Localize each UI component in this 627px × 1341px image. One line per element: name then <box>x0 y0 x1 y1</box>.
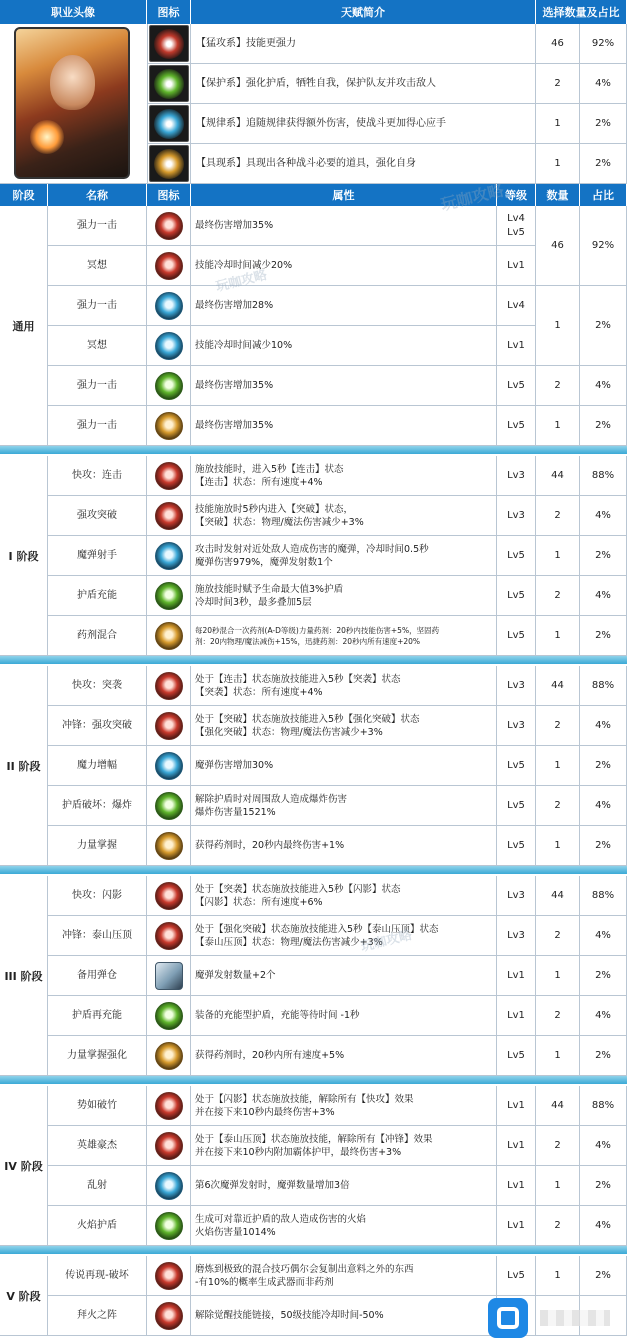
icon-cell <box>147 746 191 786</box>
skill-count: 1 <box>536 536 580 576</box>
skill-count: 2 <box>536 1206 580 1246</box>
skill-name: 药剂混合 <box>48 616 147 656</box>
skill-level: Lv4 Lv5 <box>497 206 536 246</box>
skill-name: 护盾再充能 <box>48 996 147 1036</box>
skill-level: Lv1 <box>497 1086 536 1126</box>
skill-name: 快攻：闪影 <box>48 876 147 916</box>
header-level: 等级 <box>497 184 535 206</box>
attr-line: 处于【连击】状态施放技能进入5秒【突袭】状态 <box>195 673 401 685</box>
strike-icon <box>155 372 183 400</box>
icon-cell <box>147 826 191 866</box>
icon-cell <box>147 246 191 286</box>
icon-cell <box>147 366 191 406</box>
attr-line: 解除护盾时对周围敌人造成爆炸伤害 <box>195 793 348 805</box>
skill-pct: 4% <box>580 996 627 1036</box>
skill-level: Lv5 <box>497 536 536 576</box>
skill-name: 冲锋：泰山压顶 <box>48 916 147 956</box>
header-avatar: 职业头像 <box>0 0 146 24</box>
break-icon <box>155 502 183 530</box>
skill-level: Lv3 <box>497 666 536 706</box>
skill-name: 力量掌握强化 <box>48 1036 147 1076</box>
attr-line: 最终伤害增加35% <box>195 220 274 231</box>
skill-attr <box>191 666 497 706</box>
talent-desc: 【猛攻系】技能更强力 <box>191 24 536 64</box>
talent-pct: 2% <box>580 104 627 144</box>
attr-line: 冷却时间3秒，最多叠加5层 <box>195 596 312 608</box>
talent-pct: 4% <box>580 64 627 104</box>
skill-count: 2 <box>536 1126 580 1166</box>
skill-pct: 88% <box>580 456 627 496</box>
skill-pct: 88% <box>580 666 627 706</box>
strike-icon <box>155 212 183 240</box>
skill-count: 1 <box>536 1166 580 1206</box>
attr-line: 磨炼到极致的混合技巧偶尔会复制出意料之外的东西 <box>195 1263 414 1275</box>
skill-name: 冥想 <box>48 246 147 286</box>
icon-cell <box>147 536 191 576</box>
group-pct: 2% <box>580 406 627 446</box>
skill-pct: 2% <box>580 956 627 996</box>
skill-name: 快攻：连击 <box>48 456 147 496</box>
skill-count: 1 <box>536 616 580 656</box>
attr-line: 爆炸伤害量1521% <box>195 806 276 818</box>
ammo-icon <box>155 962 183 990</box>
section-divider <box>0 656 627 664</box>
attr-line: 处于【闪影】状态施放技能，解除所有【快攻】效果 <box>195 1093 414 1105</box>
icon-cell <box>147 1296 191 1336</box>
skill-level: Lv1 <box>497 1206 536 1246</box>
skill-attr <box>191 456 497 496</box>
skill-level: Lv3 <box>497 496 536 536</box>
skill-pct: 2% <box>580 1036 627 1076</box>
stage-label: I 阶段 <box>0 456 48 656</box>
icon-cell <box>147 956 191 996</box>
talent-desc: 【具现系】具现出各种战斗必要的道具，强化自身 <box>191 144 536 184</box>
skill-attr <box>191 996 497 1036</box>
attr-line: 【突袭】状态：所有速度+4% <box>195 686 323 698</box>
skill-pct: 2% <box>580 616 627 656</box>
magic-bullet-icon <box>155 1172 183 1200</box>
skill-name: 强攻突破 <box>48 496 147 536</box>
skill-attr <box>191 1206 497 1246</box>
talent-count: 1 <box>536 144 580 184</box>
icon-cell <box>147 666 191 706</box>
skill-level: Lv3 <box>497 916 536 956</box>
skill-name: 拜火之阵 <box>48 1296 147 1336</box>
skill-level: Lv1 <box>497 1166 536 1206</box>
header-pct: 占比 <box>580 184 626 206</box>
stage-label: II 阶段 <box>0 666 48 866</box>
icon-cell <box>147 286 191 326</box>
attr-line: 并在接下来10秒内最终伤害+3% <box>195 1106 335 1118</box>
header-icon: 图标 <box>147 184 190 206</box>
skill-level: Lv3 <box>497 456 536 496</box>
skill-attr <box>191 1126 497 1166</box>
attr-line: 剂：20内物理/魔法减伤+15%，迅捷药剂：20秒内所有速度+20% <box>195 636 421 646</box>
skill-name: 冥想 <box>48 326 147 366</box>
shield-icon <box>155 582 183 610</box>
skill-count: 2 <box>536 706 580 746</box>
skill-level: Lv5 <box>497 366 536 406</box>
skill-level: Lv3 <box>497 706 536 746</box>
skill-level: Lv1 <box>497 1126 536 1166</box>
attr-line: 【突破】状态：物理/魔法伤害减少+3% <box>195 516 364 528</box>
skill-attr <box>191 536 497 576</box>
attr-line: 技能冷却时间减少20% <box>195 260 293 271</box>
attr-line: 第6次魔弹发射时，魔弹数量增加3倍 <box>195 1180 350 1191</box>
skill-attr <box>191 1086 497 1126</box>
skill-level: Lv5 <box>497 1036 536 1076</box>
group-count: 2 <box>536 366 580 406</box>
skill-pct: 88% <box>580 876 627 916</box>
skill-count: 2 <box>536 576 580 616</box>
skill-name: 乱射 <box>48 1166 147 1206</box>
shield-icon <box>155 1212 183 1240</box>
talent-rage-icon <box>149 25 189 62</box>
header-icon: 图标 <box>147 0 190 24</box>
attr-line: 技能施放时5秒内进入【突破】状态， <box>195 503 354 515</box>
skill-count: 2 <box>536 786 580 826</box>
section-divider <box>0 866 627 874</box>
attr-line: 【连击】状态：所有速度+4% <box>195 476 323 488</box>
skill-attr <box>191 576 497 616</box>
skill-level: Lv5 <box>497 576 536 616</box>
attr-line: 最终伤害增加35% <box>195 380 274 391</box>
skill-pct: 88% <box>580 1086 627 1126</box>
icon-cell <box>147 616 191 656</box>
skill-name: 强力一击 <box>48 406 147 446</box>
skill-pct: 2% <box>580 746 627 786</box>
talent-manifest-icon <box>149 145 189 182</box>
skill-count: 1 <box>536 1256 580 1296</box>
stage-label: III 阶段 <box>0 876 48 1076</box>
attr-line: 处于【泰山压顶】状态施放技能，解除所有【冲锋】效果 <box>195 1133 433 1145</box>
attr-line: 【强化突破】状态：物理/魔法伤害减少+3% <box>195 726 383 738</box>
talent-count: 2 <box>536 64 580 104</box>
skill-attr <box>191 916 497 956</box>
attr-line: 【泰山压顶】状态：物理/魔法伤害减少+3% <box>195 936 383 948</box>
skill-count: 1 <box>536 1036 580 1076</box>
skill-attr <box>191 1256 497 1296</box>
skill-name: 魔弹射手 <box>48 536 147 576</box>
skill-attr <box>191 826 497 866</box>
header-name: 名称 <box>48 184 146 206</box>
skill-attr <box>191 496 497 536</box>
talent-order-icon <box>149 105 189 142</box>
attr-line: 每20秒混合一次药剂(A-D等级)力量药剂：20秒内技能伤害+5%，坚固药 <box>195 625 440 635</box>
icon-cell <box>147 876 191 916</box>
skill-count: 1 <box>536 826 580 866</box>
combo-icon <box>155 462 183 490</box>
watermark: 玩咖攻略 <box>438 180 506 215</box>
icon-cell <box>147 206 191 246</box>
skill-pct: 2% <box>580 1256 627 1296</box>
attr-line: 最终伤害增加35% <box>195 420 274 431</box>
attr-line: 装备的充能型护盾，充能等待时间 -1秒 <box>195 1010 360 1021</box>
skill-name: 英雄豪杰 <box>48 1126 147 1166</box>
skill-count: 1 <box>536 956 580 996</box>
break-icon <box>155 1302 183 1330</box>
header-select: 选择数量及占比 <box>536 0 626 24</box>
icon-cell <box>147 786 191 826</box>
skill-level: Lv5 <box>497 786 536 826</box>
skill-pct: 2% <box>580 826 627 866</box>
skill-pct: 4% <box>580 786 627 826</box>
strike-icon <box>155 292 183 320</box>
icon-cell <box>147 326 191 366</box>
attr-line: 处于【突袭】状态施放技能进入5秒【闪影】状态 <box>195 883 401 895</box>
skill-name: 强力一击 <box>48 286 147 326</box>
skill-attr <box>191 786 497 826</box>
header-talent: 天赋简介 <box>191 0 535 24</box>
stage-label: 通用 <box>0 206 48 446</box>
section-divider <box>0 1076 627 1084</box>
skill-attr <box>191 706 497 746</box>
icon-cell <box>147 406 191 446</box>
attr-line: 施放技能时，进入5秒【连击】状态 <box>195 463 344 475</box>
icon-cell <box>147 1086 191 1126</box>
icon-cell <box>147 1206 191 1246</box>
attr-line: -有10%的概率生成武器而非药剂 <box>195 1276 334 1288</box>
skill-name: 护盾充能 <box>48 576 147 616</box>
meditate-icon <box>155 332 183 360</box>
avatar-fire-orb <box>30 120 64 154</box>
watermark: 玩咖攻略 <box>359 927 414 956</box>
skill-count: 2 <box>536 996 580 1036</box>
skill-level: Lv1 <box>497 246 536 286</box>
skill-name: 备用弹仓 <box>48 956 147 996</box>
header-count: 数量 <box>536 184 579 206</box>
skill-count: 2 <box>536 496 580 536</box>
icon-cell <box>147 1036 191 1076</box>
skill-name: 护盾破坏：爆炸 <box>48 786 147 826</box>
group-pct: 4% <box>580 366 627 406</box>
icon-cell <box>147 1166 191 1206</box>
talent-icon-cell <box>147 64 191 104</box>
header-stage: 阶段 <box>0 184 47 206</box>
skill-attr <box>191 956 497 996</box>
skill-level: Lv5 <box>497 406 536 446</box>
icon-cell <box>147 576 191 616</box>
attr-line: 生成可对靠近护盾的敌人造成伤害的火焰 <box>195 1213 367 1225</box>
skill-name: 传说再现-破坏 <box>48 1256 147 1296</box>
break-icon <box>155 1132 183 1160</box>
skill-level: Lv5 <box>497 746 536 786</box>
group-count: 1 <box>536 286 580 366</box>
attr-line: 技能冷却时间减少10% <box>195 340 293 351</box>
strike-icon <box>155 412 183 440</box>
icon-cell <box>147 1126 191 1166</box>
icon-cell <box>147 916 191 956</box>
icon-cell <box>147 496 191 536</box>
attr-line: 火焰伤害量1014% <box>195 1226 276 1238</box>
skill-name: 冲锋：强攻突破 <box>48 706 147 746</box>
skill-pct: 4% <box>580 1206 627 1246</box>
talent-icon-cell <box>147 24 191 64</box>
skill-attr <box>191 406 497 446</box>
skill-level: Lv5 <box>497 826 536 866</box>
skill-pct: 4% <box>580 1126 627 1166</box>
group-count: 1 <box>536 406 580 446</box>
skill-count: 44 <box>536 876 580 916</box>
attr-line: 并在接下来10秒内附加霸体护甲，最终伤害+3% <box>195 1146 402 1158</box>
talent-guard-icon <box>149 65 189 102</box>
header-attr: 属性 <box>191 184 496 206</box>
magic-bullet-icon <box>155 542 183 570</box>
skill-name: 力量掌握 <box>48 826 147 866</box>
icon-cell <box>147 1256 191 1296</box>
group-count: 46 <box>536 206 580 286</box>
attr-line: 魔弹伤害增加30% <box>195 760 274 771</box>
blurred-text <box>540 1310 610 1326</box>
app-logo-icon <box>488 1298 528 1338</box>
talent-desc: 【规律系】追随规律获得额外伤害，使战斗更加得心应手 <box>191 104 536 144</box>
section-divider <box>0 446 627 454</box>
skill-attr <box>191 746 497 786</box>
combo-icon <box>155 672 183 700</box>
talent-pct: 2% <box>580 144 627 184</box>
stage-label: IV 阶段 <box>0 1086 48 1246</box>
skill-attr <box>191 286 497 326</box>
group-pct: 2% <box>580 286 627 366</box>
talent-icon-cell <box>147 104 191 144</box>
combo-icon <box>155 882 183 910</box>
skill-attr <box>191 616 497 656</box>
talent-desc: 【保护系】强化护盾，牺牲自我，保护队友并攻击敌人 <box>191 64 536 104</box>
section-divider <box>0 1246 627 1254</box>
skill-attr <box>191 876 497 916</box>
skill-level: Lv4 <box>497 286 536 326</box>
skill-attr <box>191 1166 497 1206</box>
icon-cell <box>147 706 191 746</box>
shield-icon <box>155 792 183 820</box>
attr-line: 【闪影】状态：所有速度+6% <box>195 896 323 908</box>
skill-level: Lv1 <box>497 956 536 996</box>
attr-line: 最终伤害增加28% <box>195 300 274 311</box>
avatar-face <box>50 55 95 110</box>
skill-count: 44 <box>536 1086 580 1126</box>
skill-name: 势如破竹 <box>48 1086 147 1126</box>
group-pct: 92% <box>580 206 627 286</box>
skill-pct: 4% <box>580 576 627 616</box>
attr-line: 施放技能时赋予生命最大值3%护盾 <box>195 583 344 595</box>
break-icon <box>155 922 183 950</box>
potion-icon <box>155 622 183 650</box>
talent-count: 1 <box>536 104 580 144</box>
skill-pct: 2% <box>580 536 627 576</box>
icon-cell <box>147 456 191 496</box>
skill-count: 1 <box>536 746 580 786</box>
shield-icon <box>155 1002 183 1030</box>
combo-icon <box>155 1262 183 1290</box>
skill-level: Lv1 <box>497 326 536 366</box>
skill-name: 火焰护盾 <box>48 1206 147 1246</box>
attr-line: 魔弹伤害979%，魔弹发射数1个 <box>195 556 333 568</box>
skill-name: 快攻：突袭 <box>48 666 147 706</box>
attr-line: 解除觉醒技能链接，50级技能冷却时间-50% <box>195 1310 384 1321</box>
skill-pct: 4% <box>580 706 627 746</box>
skill-pct: 4% <box>580 916 627 956</box>
skill-count: 2 <box>536 916 580 956</box>
attr-line: 处于【突破】状态施放技能进入5秒【强化突破】状态 <box>195 713 420 725</box>
skill-attr <box>191 1296 497 1336</box>
skill-name: 强力一击 <box>48 366 147 406</box>
stage-label: V 阶段 <box>0 1256 48 1336</box>
attr-line: 获得药剂时，20秒内所有速度+5% <box>195 1050 345 1061</box>
skill-attr <box>191 1036 497 1076</box>
attr-line: 处于【强化突破】状态施放技能进入5秒【泰山压顶】状态 <box>195 923 439 935</box>
watermark: 玩咖攻略 <box>214 267 269 296</box>
talent-count: 46 <box>536 24 580 64</box>
skill-level: Lv5 <box>497 1256 536 1296</box>
skill-name: 魔力增幅 <box>48 746 147 786</box>
skill-pct: 4% <box>580 496 627 536</box>
skill-level: Lv5 <box>497 616 536 656</box>
attr-line: 获得药剂时，20秒内最终伤害+1% <box>195 840 345 851</box>
attr-line: 攻击时发射对近处敌人造成伤害的魔弹，冷却时间0.5秒 <box>195 543 429 555</box>
break-icon <box>155 712 183 740</box>
meditate-icon <box>155 252 183 280</box>
icon-cell <box>147 996 191 1036</box>
talent-pct: 92% <box>580 24 627 64</box>
skill-count: 44 <box>536 666 580 706</box>
skill-level: Lv1 <box>497 996 536 1036</box>
skill-name: 强力一击 <box>48 206 147 246</box>
attr-line: 魔弹发射数量+2个 <box>195 970 276 981</box>
skill-pct: 2% <box>580 1166 627 1206</box>
skill-count: 44 <box>536 456 580 496</box>
magic-bullet-icon <box>155 752 183 780</box>
potion-icon <box>155 1042 183 1070</box>
skill-level: Lv3 <box>497 876 536 916</box>
skill-attr <box>191 366 497 406</box>
talent-icon-cell <box>147 144 191 184</box>
potion-icon <box>155 832 183 860</box>
skill-attr <box>191 326 497 366</box>
combo-icon <box>155 1092 183 1120</box>
